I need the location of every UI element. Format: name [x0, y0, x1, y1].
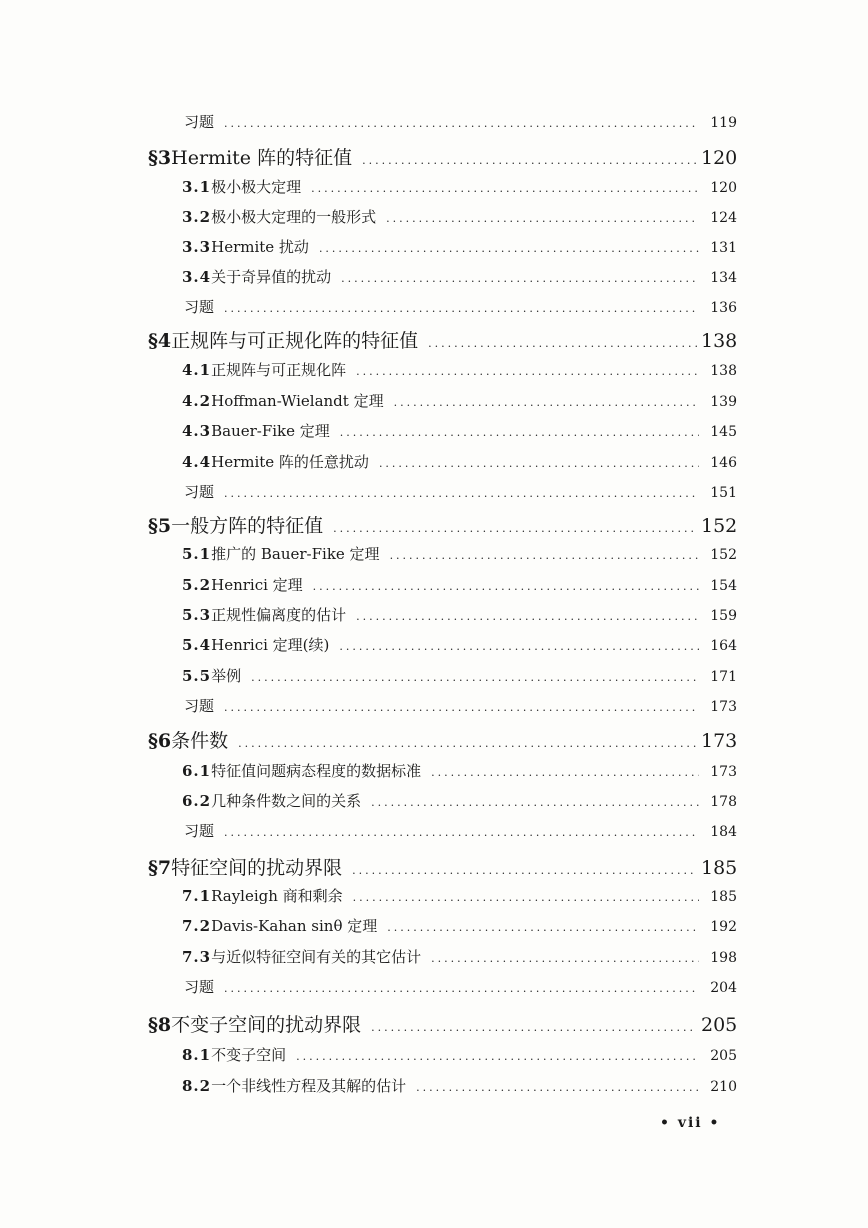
toc-subsection-row[interactable]	[182, 634, 737, 655]
toc-entry-number: 7.1	[182, 887, 212, 905]
toc-section-row[interactable]	[148, 143, 738, 170]
dot-leader	[319, 242, 699, 255]
toc-exercises-row[interactable]	[184, 695, 737, 716]
toc-entry-page-number: 120	[701, 147, 738, 169]
toc-subsection-row[interactable]	[182, 760, 737, 781]
dot-leader	[390, 549, 699, 562]
dot-leader	[339, 640, 699, 653]
toc-entry-title: 推广的 Bauer-Fike 定理	[211, 545, 380, 563]
toc-entry-title: 与近似特征空间有关的其它估计	[211, 948, 422, 966]
toc-exercises-row[interactable]	[184, 820, 737, 841]
toc-subsection-row[interactable]	[182, 1044, 737, 1065]
toc-entry-page-number: 173	[710, 699, 737, 715]
toc-entry-title: 关于奇异值的扰动	[211, 268, 332, 286]
toc-subsection-row[interactable]	[182, 574, 737, 595]
toc-entry-page-number: 124	[710, 210, 737, 226]
toc-entry-page-number: 185	[701, 857, 738, 879]
toc-entry-page-number: 152	[701, 515, 738, 537]
toc-entry-title: 习题	[184, 483, 215, 501]
toc-entry-number: 4.3	[182, 422, 212, 440]
toc-entry-number: §8	[148, 1014, 172, 1036]
toc-entry-title: 习题	[184, 298, 215, 316]
toc-entry-title: Henrici 定理	[211, 576, 303, 594]
toc-entry-title: 习题	[184, 697, 215, 715]
dot-leader	[386, 212, 699, 225]
toc-section-row[interactable]	[148, 1010, 738, 1037]
toc-entry-number: 6.2	[182, 792, 212, 810]
toc-subsection-row[interactable]	[182, 420, 737, 441]
toc-entry-page-number: 145	[710, 424, 737, 440]
toc-entry-page-number: 185	[710, 889, 737, 905]
toc-entry-number: §4	[148, 330, 172, 352]
toc-subsection-row[interactable]	[182, 915, 737, 936]
toc-subsection-row[interactable]	[182, 451, 737, 472]
toc-subsection-row[interactable]	[182, 604, 737, 625]
toc-section-row[interactable]	[148, 726, 738, 753]
dot-leader	[341, 272, 699, 285]
dot-leader	[394, 396, 699, 409]
toc-entry-number: 3.4	[182, 268, 212, 286]
dot-leader	[224, 487, 699, 500]
toc-entry-number: §3	[148, 147, 172, 169]
dot-leader	[333, 522, 697, 535]
toc-subsection-row[interactable]	[182, 390, 737, 411]
toc-exercises-row[interactable]	[184, 976, 737, 997]
dot-leader	[379, 457, 699, 470]
toc-exercises-row[interactable]	[184, 481, 737, 502]
toc-subsection-row[interactable]	[182, 946, 737, 967]
toc-entry-number: 5.2	[182, 576, 212, 594]
toc-entry-title: 习题	[184, 822, 215, 840]
toc-entry-title: 正规阵与可正规化阵	[211, 361, 347, 379]
toc-entry-title: 正规性偏离度的估计	[211, 606, 347, 624]
toc-entry-page-number: 205	[710, 1048, 737, 1064]
toc-entry-page-number: 184	[710, 824, 737, 840]
toc-subsection-row[interactable]	[182, 543, 737, 564]
toc-entry-page-number: 136	[710, 300, 737, 316]
dot-leader	[311, 182, 699, 195]
toc-entry-title: 正规阵与可正规化阵的特征值	[171, 330, 419, 352]
toc-entry-title: 极小极大定理的一般形式	[211, 208, 377, 226]
toc-exercises-row[interactable]	[184, 296, 737, 317]
toc-entry-number: 5.4	[182, 636, 212, 654]
toc-entry-title: 特征空间的扰动界限	[171, 857, 343, 879]
toc-subsection-row[interactable]	[182, 206, 737, 227]
dot-leader	[313, 580, 699, 593]
dot-leader	[224, 826, 699, 839]
toc-entry-number: 7.2	[182, 917, 212, 935]
toc-subsection-row[interactable]	[182, 665, 737, 686]
toc-entry-page-number: 152	[710, 547, 737, 563]
toc-entry-title: 不变子空间的扰动界限	[171, 1014, 362, 1036]
toc-entry-page-number: 146	[710, 455, 737, 471]
toc-entry-number: 5.1	[182, 545, 212, 563]
dot-leader	[224, 117, 699, 130]
toc-entry-title: 极小极大定理	[211, 178, 302, 196]
toc-entry-number: §7	[148, 857, 172, 879]
dot-leader	[416, 1081, 699, 1094]
toc-entry-page-number: 139	[710, 394, 737, 410]
toc-entry-title: 习题	[184, 978, 215, 996]
toc-entry-number: 7.3	[182, 948, 212, 966]
toc-entry-number: 3.2	[182, 208, 212, 226]
toc-entry-page-number: 138	[701, 330, 738, 352]
dot-leader	[224, 302, 699, 315]
toc-subsection-row[interactable]	[182, 790, 737, 811]
toc-subsection-row[interactable]	[182, 236, 737, 257]
toc-entry-number: 8.1	[182, 1046, 212, 1064]
dot-leader	[352, 864, 697, 877]
toc-entry-page-number: 178	[710, 794, 737, 810]
toc-entry-page-number: 138	[710, 363, 737, 379]
toc-entry-title: Hermite 阵的特征值	[171, 147, 353, 169]
toc-entry-number: 5.5	[182, 667, 212, 685]
toc-entry-title: 特征值问题病态程度的数据标准	[211, 762, 422, 780]
toc-entry-title: Bauer-Fike 定理	[211, 422, 330, 440]
toc-entry-number: 5.3	[182, 606, 212, 624]
toc-entry-number: §5	[148, 515, 172, 537]
dot-leader	[431, 766, 699, 779]
toc-entry-page-number: 171	[710, 669, 737, 685]
dot-leader	[431, 952, 699, 965]
toc-entry-number: 3.3	[182, 238, 212, 256]
toc-entry-page-number: 210	[710, 1079, 737, 1095]
toc-entry-page-number: 198	[710, 950, 737, 966]
dot-leader	[356, 365, 699, 378]
toc-entry-number: 4.2	[182, 392, 212, 410]
toc-entry-title: 一个非线性方程及其解的估计	[211, 1077, 407, 1095]
dot-leader	[224, 982, 699, 995]
toc-subsection-row[interactable]	[182, 266, 737, 287]
toc-entry-number: 4.1	[182, 361, 212, 379]
toc-entry-page-number: 205	[701, 1014, 738, 1036]
toc-section-row[interactable]	[148, 326, 738, 353]
toc-entry-title: Rayleigh 商和剩余	[211, 887, 343, 905]
toc-entry-page-number: 119	[710, 115, 737, 131]
toc-entry-title: Davis-Kahan sinθ 定理	[211, 917, 378, 935]
dot-leader	[340, 426, 699, 439]
dot-leader	[371, 1021, 697, 1034]
toc-entry-title: 一般方阵的特征值	[171, 515, 324, 537]
toc-subsection-row[interactable]	[182, 885, 737, 906]
toc-entry-number: 3.1	[182, 178, 212, 196]
toc-entry-page-number: 173	[710, 764, 737, 780]
dot-leader	[387, 921, 699, 934]
toc-entry-page-number: 120	[710, 180, 737, 196]
toc-entry-number: 4.4	[182, 453, 212, 471]
dot-leader	[251, 671, 699, 684]
toc-entry-title: 条件数	[171, 730, 229, 752]
dot-leader	[356, 610, 699, 623]
toc-entry-page-number: 151	[710, 485, 737, 501]
toc-subsection-row[interactable]	[182, 1075, 737, 1096]
toc-entry-number: 6.1	[182, 762, 212, 780]
toc-entry-page-number: 131	[710, 240, 737, 256]
dot-leader	[371, 796, 699, 809]
dot-leader	[428, 337, 697, 350]
toc-entry-title: 几种条件数之间的关系	[211, 792, 362, 810]
toc-entry-number: §6	[148, 730, 172, 752]
toc-entry-page-number: 164	[710, 638, 737, 654]
toc-entry-title: Hermite 阵的任意扰动	[211, 453, 369, 471]
toc-entry-title: Hoffman-Wielandt 定理	[211, 392, 384, 410]
toc-entry-page-number: 192	[710, 919, 737, 935]
dot-leader	[224, 701, 699, 714]
toc-exercises-row[interactable]	[184, 111, 737, 132]
toc-section-row[interactable]	[148, 511, 738, 538]
toc-entry-page-number: 204	[710, 980, 737, 996]
dot-leader	[353, 891, 699, 904]
toc-entry-page-number: 134	[710, 270, 737, 286]
toc-entry-title: Henrici 定理(续)	[211, 636, 330, 654]
dot-leader	[296, 1050, 699, 1063]
toc-entry-title: 举例	[211, 667, 242, 685]
toc-entry-title: 习题	[184, 113, 215, 131]
toc-entry-title: Hermite 扰动	[211, 238, 309, 256]
toc-entry-page-number: 154	[710, 578, 737, 594]
page-number-footer: • vii •	[660, 1115, 721, 1131]
toc-entry-page-number: 159	[710, 608, 737, 624]
toc-subsection-row[interactable]	[182, 176, 737, 197]
dot-leader	[362, 154, 697, 167]
toc-section-row[interactable]	[148, 853, 738, 880]
toc-subsection-row[interactable]	[182, 359, 737, 380]
toc-entry-number: 8.2	[182, 1077, 212, 1095]
toc-entry-page-number: 173	[701, 730, 738, 752]
toc-entry-title: 不变子空间	[211, 1046, 287, 1064]
dot-leader	[238, 737, 697, 750]
